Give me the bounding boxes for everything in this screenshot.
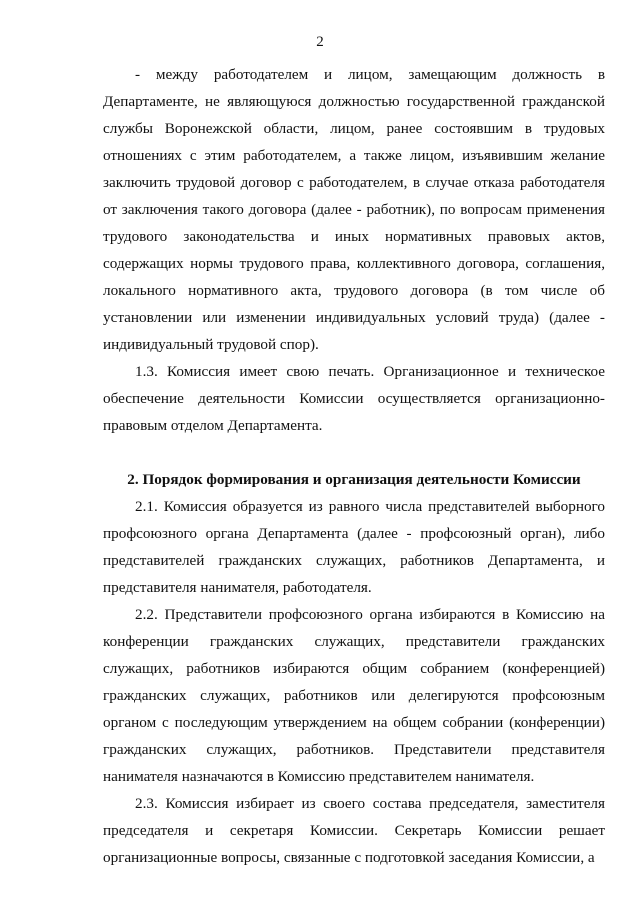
spacer: [103, 439, 605, 466]
document-body: [103, 61, 605, 871]
page-number: 2: [316, 34, 324, 50]
paragraph-2-3: 2.3. Комиссия избирает из своего состава председателя, заместителя председателя и секретаря Комиссии. Секретарь Комиссии решает организационные вопросы, связанные с подготовкой заседания Комиссии, а: [103, 795, 605, 866]
paragraph-2-2: 2.2. Представители профсоюзного органа избираются в Комиссию на конференции гражданских служащих, представители гражданских служащих, работников избираются общим собранием (конференцией) гражданских служащих, работников или делегируются профсоюзным органом с последующим утверждением на общем собрании (конференции) гражданских служащих, работников. Представители представителя нанимателя назначаются в Комиссию представителем нанимателя.: [103, 606, 605, 785]
paragraph-dispute-definition: - между работодателем и лицом, замещающим должность в Департаменте, не являющуюся должностью государственной гражданской службы Воронежской области, лицом, ранее состоявшим в трудовых отношениях с этим работодателем, а также лицом, изъявившим желание заключить трудовой договор с работодателем, в случае отказа работодателя от заключения такого договора (далее - работник), по вопросам применения трудового законодательства и иных нормативных правовых актов, содержащих нормы трудового права, коллективного договора, соглашения, локального нормативного акта, трудового договора (в том числе об установлении или изменении индивидуальных условий труда) (далее - индивидуальный трудовой спор).: [103, 66, 605, 353]
section-2-heading: 2. Порядок формирования и организация деятельности Комиссии: [127, 471, 581, 488]
paragraph-2-1: 2.1. Комиссия образуется из равного числа представителей выборного профсоюзного органа Департамента (далее - профсоюзный орган), либо представителей гражданских служащих, работников Департамента, и представителя нанимателя, работодателя.: [103, 498, 605, 596]
paragraph-1-3: 1.3. Комиссия имеет свою печать. Организационное и техническое обеспечение деятельности Комиссии осуществляется организационно-правовым отделом Департамента.: [103, 363, 605, 434]
